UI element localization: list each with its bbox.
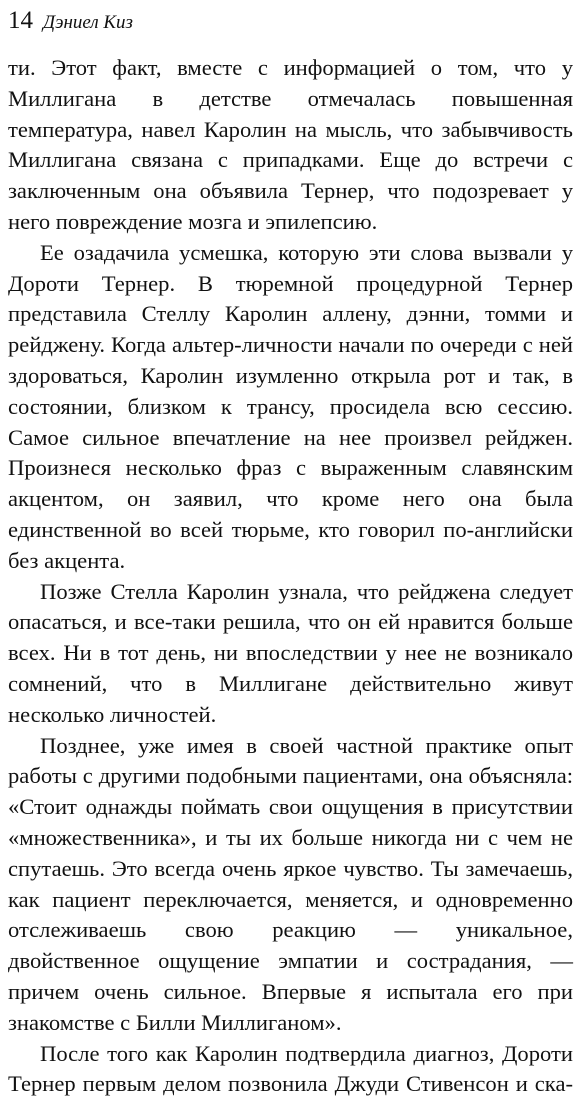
running-head-author: Дэниел Киз xyxy=(43,8,133,38)
paragraph-3: Позже Стелла Каролин узнала, что рейджена следует опасаться, и все-таки решила, что он ей нравится больше всех. Ни в тот день, ни впоследствии у нее не возникало сомнений, что в Миллигане действительно живут несколько личностей. xyxy=(8,577,573,731)
paragraph-5: После того как Каролин подтвердила диагноз, Дороти Тернер первым делом позвонила Джуди Стивенсон и ска- xyxy=(8,1039,573,1100)
paragraph-2: Ее озадачила усмешка, которую эти слова вызвали у Дороти Тернер. В тюремной процедурной Тернер представила Стеллу Каролин аллену, дэнни, томми и рейджену. Когда альтер-личности начали по очереди с ней здороваться, Каролин изумленно открыла рот и так, в состоянии, близком к трансу, просидела всю сессию. Самое сильное впечатление на нее произвел рейджен. Произнеся несколько фраз с выраженным славянским акцентом, он заявил, что кроме него она была единственной во всей тюрьме, кто говорил по-английски без акцента. xyxy=(8,238,573,577)
running-header xyxy=(8,6,133,36)
body-text xyxy=(8,53,573,1100)
paragraph-4: Позднее, уже имея в своей частной практике опыт работы с другими подобными пациентами, она объясняла: «Стоит однажды поймать свои ощущения в присутствии «множественника», и ты их больше никогда ни с чем не спутаешь. Это всегда очень яркое чувство. Ты замечаешь, как пациент переключается, меняется, и одновременно отслеживаешь свою реакцию — уникальное, двойственное ощущение эмпатии и сострадания, — причем очень сильное. Впервые я испытала его при знакомстве с Билли Миллиганом». xyxy=(8,731,573,1039)
paragraph-1: ти. Этот факт, вместе с информацией о том, что у Миллигана в детстве отмечалась повышенная температура, навел Каролин на мысль, что забывчивость Миллигана связана с припадками. Еще до встречи с заключенным она объявила Тернер, что подозревает у него повреждение мозга и эпилепсию. xyxy=(8,53,573,238)
page-number: 14 xyxy=(8,6,33,36)
